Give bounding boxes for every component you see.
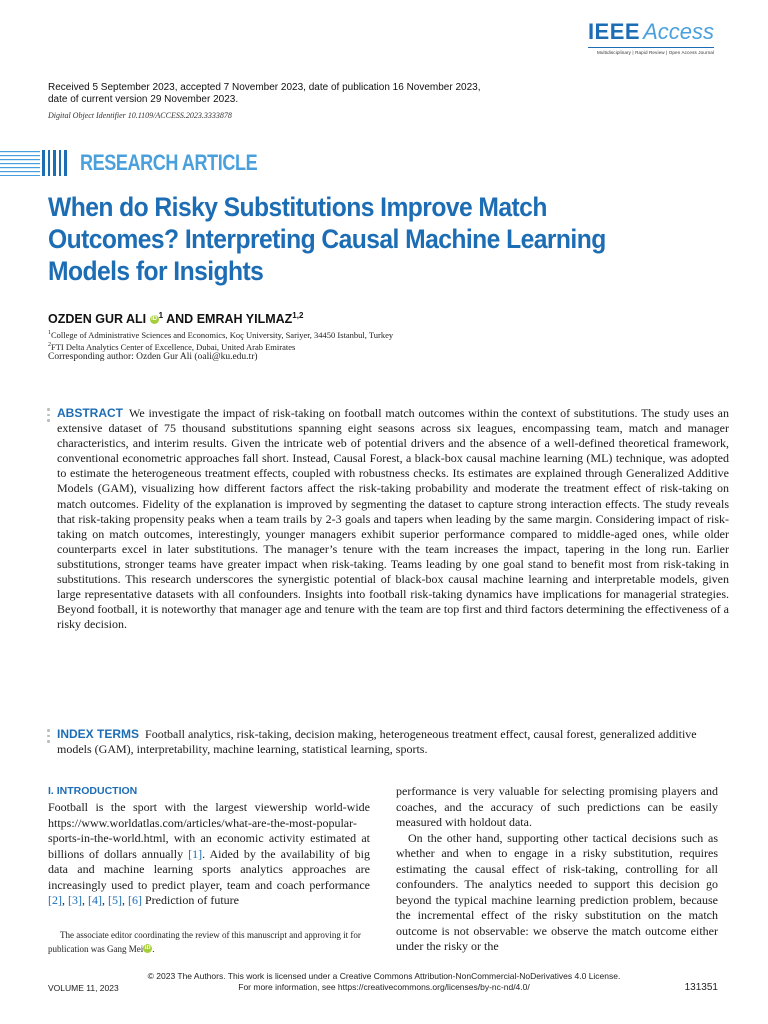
paper-title: When do Risky Substitutions Improve Match Outcomes? Interpreting Causal Machine Learning Models for Insights	[48, 192, 606, 286]
logo-tagline: Multidisciplinary | Rapid Review | Open Access Journal	[596, 50, 714, 55]
author-2[interactable]: EMRAH YILMAZ	[196, 312, 293, 327]
logo-rule	[588, 47, 714, 48]
citation-3[interactable]: [3]	[68, 893, 82, 907]
volume-label: VOLUME 11, 2023	[48, 983, 119, 993]
citation-2[interactable]: [2]	[48, 893, 62, 907]
editor-note: The associate editor coordinating the review of this manuscript and approving it for publication was Gang Mei iD .	[48, 930, 361, 954]
abstract-dots-icon	[47, 408, 51, 425]
section-heading-introduction: I. INTRODUCTION	[48, 785, 138, 797]
stripes-decoration	[0, 150, 70, 176]
citation-4[interactable]: [4]	[88, 893, 102, 907]
article-type-label: RESEARCH ARTICLE	[80, 150, 258, 175]
abstract-text: We investigate the impact of risk-taking on football match outcomes within the context of substitutions. The study uses an extensive dataset of 75 thousand substitutions spanning eight seasons across six leagues, encompassing team, match and manager characteristics, and interim results. Given the intricate web of potential drivers and the absence of a well-defined theoretical framework, conventional econometric approaches fall short. Instead, Causal Forest, a black-box causal machine learning (ML) technique, was adopted to estimate the heterogeneous treatment effects, coupled with robustness checks. Its estimates are explained through Generalized Additive Models (GAM), visualizing how different factors affect the risk-taking probability and moderate the treatment effect of risk-taking on match outcomes. Fidelity of the explanation is improved by segmenting the dataset to capture strong interaction effects. The study reveals that risk-taking propensity peaks when a team trails by 2-3 goals and tapers when leading by the same margin. Considering impact of risk-taking on match outcomes, interestingly, younger managers exhibit superior performance compared to middle-aged ones, while older counterparts excel in later substitutions. The manager’s tenure with the team increases the impact, tapering in the long run. Earlier substitutions, stronger teams have greater impact when risk-taking. Teams leading by one goal stand to benefit most from risk-taking in substitutions. This research underscores the synergistic potential of black-box causal machine learning and interpretable models, given large representative datasets with all confounders. Insights into football risk-taking dynamics have implications for managerial strategies. Beyond football, it is noteworthy that manager age and tenure with the team are top first and third factors determining the effectiveness of a risky decision.	[57, 406, 729, 632]
citation-6[interactable]: [6]	[128, 893, 142, 907]
affiliation-2: $^2$FTI Delta Analytics Center of Excellence, Dubai, United Arab Emirates	[48, 341, 296, 352]
citation-1[interactable]: [1]	[188, 846, 203, 861]
affiliation-1: $^1$College of Administrative Sciences and Economics, Koç University, Sariyer, 34450 Istanbul, Turkey	[48, 329, 394, 340]
citation-5[interactable]: [5]	[108, 893, 122, 907]
intro-paragraph-2: On the other hand, supporting other tactical decisions such as whether and when to engage in a risky substitution, requires estimating the causal effect of risk-taking, controlling for all confounders. The analytics needed to support this decision go beyond the typical machine learning prediction problem, because the incremental effect of the risky substitution on the match outcome is not observable: we observe the match outcome either under the risky or the	[396, 830, 718, 953]
editor-orcid-icon[interactable]: iD	[144, 944, 151, 951]
author-line: OZDEN GUR ALI iD $^1$ AND EMRAH YILMAZ$^{1,2}$	[48, 311, 304, 327]
index-terms-text: Football analytics, risk-taking, decision making, heterogeneous treatment effect, causal forest, generalized additive models (GAM), interpretability, machine learning, statistical learning, sports.	[57, 727, 697, 757]
page-number: 131351	[684, 982, 718, 993]
abstract-label: ABSTRACT	[57, 406, 123, 420]
index-terms-label: INDEX TERMS	[57, 727, 140, 741]
license-line-1: © 2023 The Authors. This work is licensed under a Creative Commons Attribution-NonCommercial-NoDerivatives 4.0 License.	[147, 971, 621, 981]
affiliations	[48, 328, 393, 352]
intro-paragraph-1: Football is the sport with the largest viewership world-wide https://www.worldatlas.com/articles/what-are-the-most-popular-sports-in-the-world.html, with an economic activity estimated at billions of dollars annually [1]. Aided by the availability of big data and machine learning sports analytics approaches are increasingly used to predict player, team and coach performance [2], [3], [4], [5], [6] Prediction of future	[48, 800, 371, 907]
author-connector: AND	[166, 312, 194, 327]
author-1[interactable]: OZDEN GUR ALI	[48, 312, 147, 327]
right-column	[396, 784, 718, 955]
received-dates: Received 5 September 2023, accepted 7 November 2023, date of publication 16 November 2023, date of current version 29 November 2023.	[48, 82, 481, 105]
index-terms	[57, 727, 729, 757]
doi: Digital Object Identifier 10.1109/ACCESS.2023.3333878	[48, 111, 232, 120]
index-terms-dots-icon	[47, 729, 51, 746]
corresponding-author: Corresponding author: Ozden Gur Ali (oali@ku.edu.tr)	[48, 352, 258, 362]
logo-wordmark: IEEE Access	[587, 19, 714, 44]
orcid-icon[interactable]: iD	[151, 316, 158, 323]
intro-paragraph-continued: performance is very valuable for selecting promising players and coaches, and the accuracy of such predictions can be easily measured with holdout data.	[396, 784, 718, 829]
abstract	[57, 406, 729, 632]
journal-logo	[588, 20, 714, 55]
license-line-2[interactable]: For more information, see https://creativecommons.org/licenses/by-nc-nd/4.0/	[238, 982, 530, 992]
left-column	[48, 784, 370, 909]
